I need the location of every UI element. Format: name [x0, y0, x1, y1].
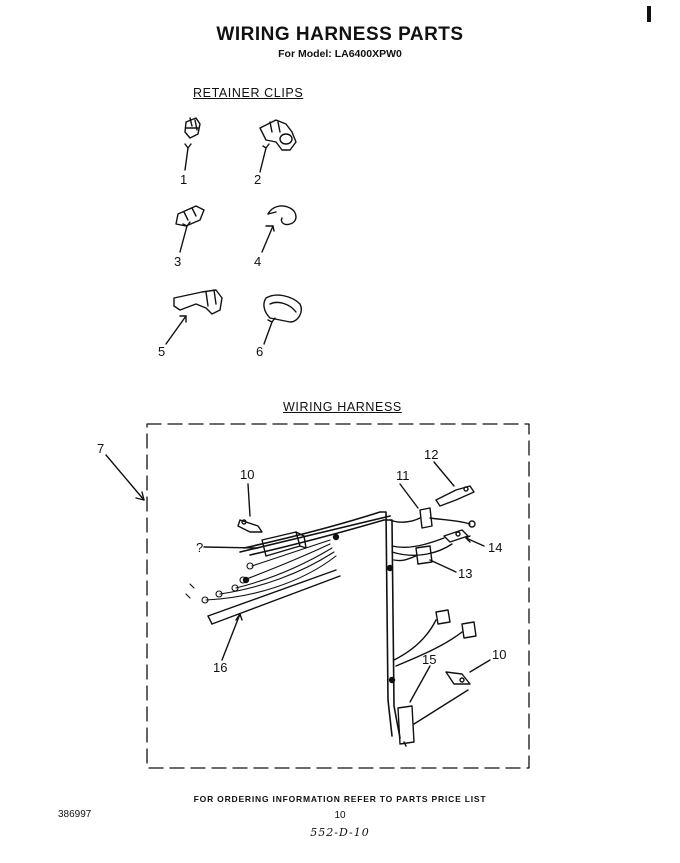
callout-3: 3	[174, 254, 182, 269]
terminal-10-lower	[446, 672, 470, 684]
harness-boundary-box	[147, 424, 529, 768]
leader-13	[430, 560, 456, 572]
document-number: 386997	[58, 809, 92, 820]
callout-16: 16	[213, 660, 228, 675]
terminal-10-upper	[238, 520, 262, 532]
callout-9: ?	[196, 540, 204, 555]
leader-14	[466, 538, 484, 546]
leader-16	[222, 614, 240, 660]
callout-10-upper: 10	[240, 467, 255, 482]
callout-2: 2	[254, 172, 262, 187]
callout-5: 5	[158, 344, 166, 359]
callout-13: 13	[458, 566, 473, 581]
retainer-clips-heading: RETAINER CLIPS	[193, 86, 304, 100]
ordering-note: FOR ORDERING INFORMATION REFER TO PARTS PRICE LIST	[193, 794, 487, 804]
callout-10-lower: 10	[492, 647, 507, 662]
retainer-clip-2-drawing	[260, 120, 296, 172]
callout-6: 6	[256, 344, 264, 359]
page-title: WIRING HARNESS PARTS	[216, 24, 464, 45]
callout-4: 4	[254, 254, 262, 269]
callout-12: 12	[424, 447, 439, 462]
retainer-clip-1-drawing	[185, 118, 200, 170]
leader-12	[434, 462, 454, 486]
leader-15	[410, 666, 430, 702]
plug-15	[398, 690, 468, 746]
retainer-clip-6-drawing	[264, 295, 301, 344]
callout-7: 7	[97, 441, 105, 456]
callout-14: 14	[488, 540, 503, 555]
callout-11: 11	[396, 468, 410, 483]
handwritten-code: 552-D-10	[310, 826, 370, 839]
wiring-harness-heading: WIRING HARNESS	[283, 400, 402, 414]
retainer-clip-4-drawing	[262, 206, 296, 252]
wire-ends-left	[186, 540, 336, 603]
model-subtitle: For Model: LA6400XPW0	[278, 48, 402, 60]
tie-wraps	[244, 535, 395, 683]
connector-11	[390, 508, 475, 528]
leader-10-lower	[470, 660, 490, 672]
leader-11	[400, 484, 418, 508]
callout-15: 15	[422, 652, 437, 667]
page-number: 10	[334, 810, 346, 821]
leader-7	[106, 455, 144, 500]
retainer-clip-5-drawing	[166, 290, 222, 344]
terminal-12	[436, 486, 474, 506]
leader-9	[204, 547, 258, 548]
tube-16	[208, 570, 340, 624]
retainer-clip-3-drawing	[176, 206, 204, 252]
leader-10-upper	[248, 484, 250, 516]
callout-1: 1	[180, 172, 188, 187]
